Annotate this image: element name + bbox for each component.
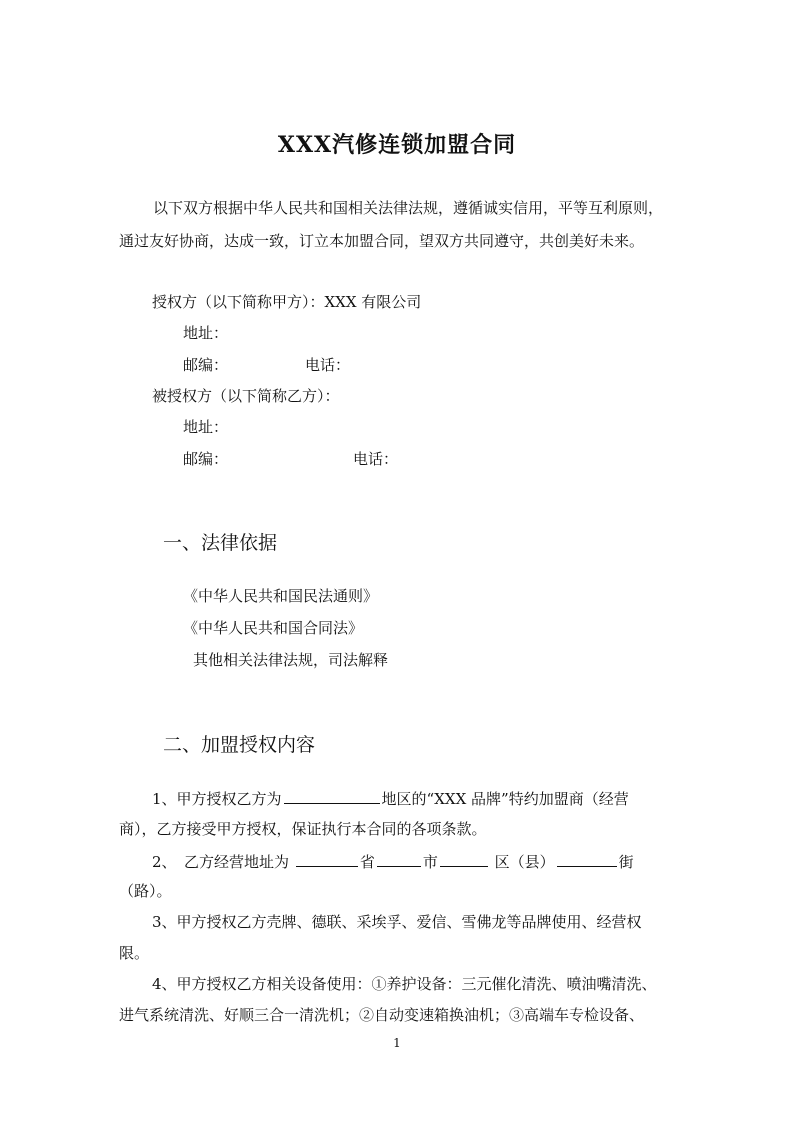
city-blank — [377, 850, 421, 867]
street-blank — [557, 850, 617, 867]
clause-1-text-b: 地区的“XXX 品牌”特约加盟商（经营 — [381, 790, 629, 808]
party-a-address: 地址： — [183, 324, 229, 342]
party-a-phone: 电话： — [305, 356, 351, 374]
region-blank — [284, 787, 380, 804]
law-item-1: 《中华人民共和国民法通则》 — [183, 587, 379, 605]
section1-heading: 一、法律依据 — [163, 532, 278, 554]
law-item-2: 《中华人民共和国合同法》 — [183, 619, 364, 637]
intro-line-1: 以下双方根据中华人民共和国相关法律法规，遵循诚实信用，平等互利原则， — [153, 199, 664, 217]
intro-line-2: 通过友好协商，达成一致，订立本加盟合同，望双方共同遵守，共创美好未来。 — [119, 232, 645, 250]
district-blank — [440, 850, 488, 867]
party-a-postcode: 邮编： — [183, 356, 229, 374]
party-b-phone: 电话： — [353, 450, 399, 468]
party-a-label: 授权方（以下简称甲方）：XXX 有限公司 — [152, 293, 422, 311]
clause-1-line-1 — [152, 787, 629, 810]
province-label: 省 — [359, 853, 375, 871]
party-b-address: 地址： — [183, 418, 229, 436]
clause-1-line-2: 商），乙方接受甲方授权，保证执行本合同的各项条款。 — [119, 820, 487, 838]
street-label: 街 — [618, 853, 634, 871]
clause-3-line-1: 3、甲方授权乙方壳牌、德联、采埃孚、爱信、雪佛龙等品牌使用、经营权 — [152, 913, 642, 931]
clause-4-line-2: 进气系统清洗、好顺三合一清洗机；②自动变速箱换油机；③高端车专检设备、 — [119, 1006, 645, 1024]
clause-4-line-1: 4、甲方授权乙方相关设备使用：①养护设备：三元催化清洗、喷油嘴清洗、 — [152, 975, 657, 993]
clause-2-line-2: （路）。 — [119, 882, 172, 900]
section2-heading: 二、加盟授权内容 — [163, 734, 316, 756]
province-blank — [296, 850, 358, 867]
city-label: 市 — [422, 853, 438, 871]
clause-2-line-1 — [152, 850, 634, 873]
clause-3-line-2: 限。 — [119, 944, 150, 962]
clause-2-text: 2、 乙方经营地址为 — [152, 853, 290, 871]
page-number: 1 — [393, 1036, 401, 1050]
clause-1-text-a: 1、甲方授权乙方为 — [152, 790, 282, 808]
party-b-label: 被授权方（以下简称乙方）： — [152, 387, 340, 405]
law-item-3: 其他相关法律法规，司法解释 — [193, 651, 389, 669]
party-b-postcode: 邮编： — [183, 450, 229, 468]
district-label: 区（县） — [494, 853, 555, 871]
document-title: XXX汽修连锁加盟合同 — [277, 132, 517, 158]
